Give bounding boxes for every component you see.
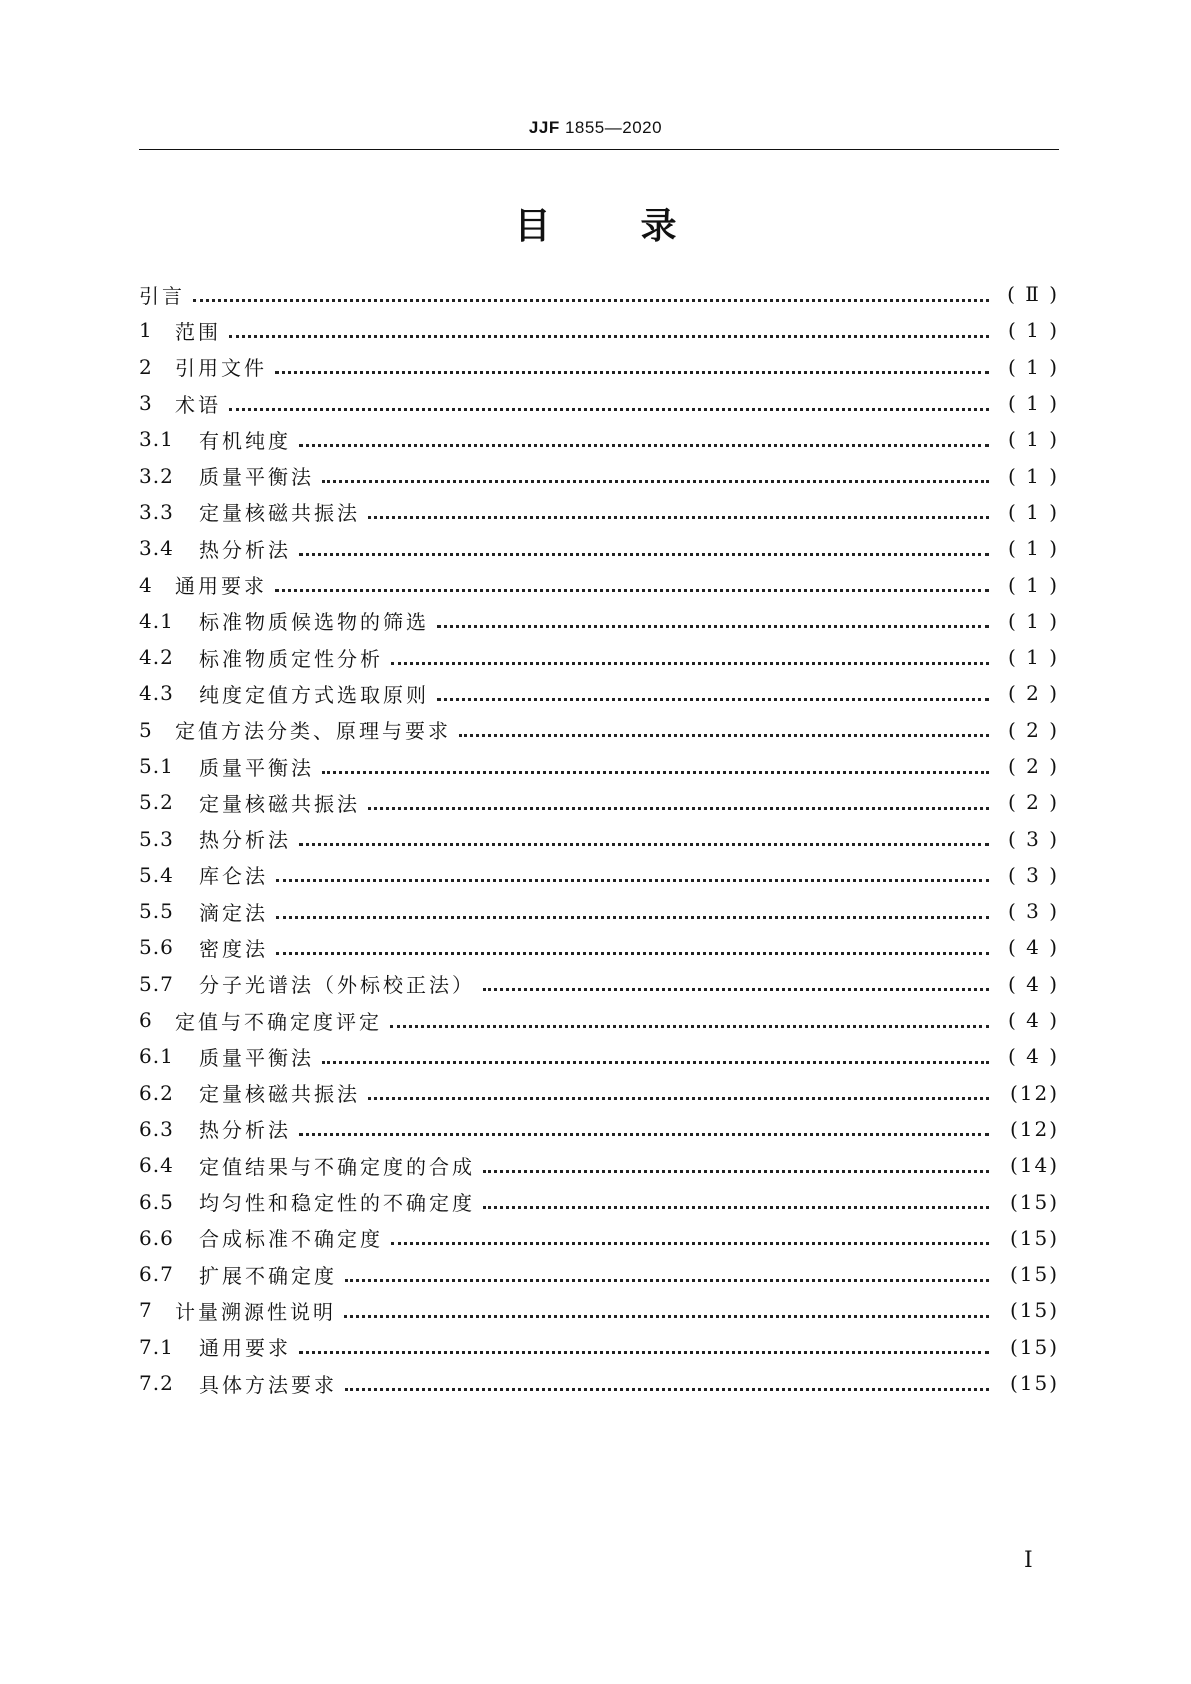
toc-entry-label: 分子光谱法（外标校正法） [199, 973, 475, 998]
toc-entry-number: 2 [139, 354, 153, 379]
toc-entry[interactable] [139, 421, 1059, 457]
toc-leader-dots [193, 279, 989, 302]
toc-entry[interactable] [139, 820, 1059, 856]
toc-entry[interactable] [139, 1183, 1059, 1219]
toc-entry[interactable] [139, 276, 1059, 312]
toc-leader-dots [229, 388, 989, 411]
toc-entry[interactable] [139, 1329, 1059, 1365]
running-header [0, 118, 1191, 138]
toc-entry-number: 3.3 [139, 499, 174, 524]
toc-leader-dots [344, 1295, 989, 1318]
toc-entry-label: 通用要求 [199, 1336, 291, 1361]
toc-entry-label: 具体方法要求 [199, 1372, 337, 1397]
toc-entry-number: 5 [139, 717, 153, 742]
toc-entry-label: 库仑法 [199, 864, 268, 889]
toc-leader-dots [391, 1222, 989, 1245]
toc-entry-number: 3.4 [139, 536, 174, 561]
toc-entry-label: 纯度定值方式选取原则 [199, 682, 429, 707]
toc-entry-page: ( 2 ) [1007, 790, 1059, 815]
toc-entry[interactable] [139, 530, 1059, 566]
toc-entry-page: (12) [1009, 1116, 1059, 1141]
toc-entry[interactable] [139, 457, 1059, 493]
toc-entry-number: 1 [139, 318, 153, 343]
toc-entry-label: 引言 [139, 283, 185, 308]
toc-entry-page: ( 4 ) [1007, 1008, 1059, 1033]
toc-entry-number: 4.1 [139, 608, 174, 633]
toc-entry-label: 标准物质候选物的筛选 [199, 610, 429, 635]
toc-entry[interactable] [139, 1002, 1059, 1038]
toc-entry-label: 定值结果与不确定度的合成 [199, 1154, 475, 1179]
toc-entry-page: ( 2 ) [1007, 754, 1059, 778]
toc-leader-dots [345, 1368, 989, 1391]
toc-entry-label: 定量核磁共振法 [199, 1082, 360, 1107]
table-of-contents [139, 276, 1059, 1401]
toc-entry-page: (15) [1009, 1225, 1059, 1250]
toc-entry-page: ( 3 ) [1007, 899, 1059, 924]
toc-entry-label: 密度法 [199, 936, 268, 961]
toc-leader-dots [483, 968, 989, 991]
toc-entry-label: 定量核磁共振法 [199, 501, 360, 526]
toc-entry-label: 定量核磁共振法 [199, 791, 360, 816]
toc-entry[interactable] [139, 494, 1059, 530]
toc-entry-page: ( 3 ) [1007, 826, 1059, 851]
page-title [0, 198, 1191, 249]
toc-entry[interactable] [139, 603, 1059, 639]
toc-entry-number: 5.6 [139, 935, 174, 960]
toc-entry-page: ( 1 ) [1007, 572, 1059, 597]
toc-entry[interactable] [139, 1147, 1059, 1183]
toc-entry-number: 6.1 [139, 1044, 174, 1069]
toc-entry-page: (15) [1009, 1371, 1059, 1396]
toc-leader-dots [322, 1041, 989, 1064]
toc-entry-label: 滴定法 [199, 900, 268, 925]
toc-entry-label: 质量平衡法 [199, 1045, 314, 1070]
toc-entry[interactable] [139, 1292, 1059, 1328]
toc-entry-page: (15) [1009, 1334, 1059, 1359]
toc-entry-number: 3 [139, 391, 153, 416]
toc-leader-dots [345, 1259, 989, 1282]
title-char-2: 录 [640, 206, 677, 247]
toc-entry-label: 质量平衡法 [199, 465, 314, 490]
title-char-1: 目 [514, 206, 551, 247]
toc-entry-number: 3.1 [139, 427, 174, 452]
toc-entry[interactable] [139, 566, 1059, 602]
toc-entry-number: 5.2 [139, 790, 174, 815]
header-number: 1855—2020 [564, 118, 663, 137]
toc-entry-number: 5.3 [139, 826, 174, 851]
page-folio: I [1024, 1548, 1033, 1573]
toc-leader-dots [368, 496, 989, 519]
toc-leader-dots [299, 1331, 989, 1354]
toc-entry[interactable] [139, 712, 1059, 748]
toc-leader-dots [229, 315, 989, 338]
toc-leader-dots [276, 859, 989, 882]
toc-entry-page: (14) [1009, 1153, 1059, 1178]
toc-entry[interactable] [139, 1111, 1059, 1147]
toc-entry-number: 5.5 [139, 899, 174, 924]
toc-entry-label: 扩展不确定度 [199, 1263, 337, 1288]
toc-entry-label: 合成标准不确定度 [199, 1227, 383, 1252]
toc-entry-page: ( 1 ) [1007, 354, 1059, 379]
toc-entry-page: ( Ⅱ ) [1007, 282, 1059, 307]
toc-entry-number: 6.5 [139, 1189, 174, 1214]
toc-entry-page: (15) [1009, 1189, 1059, 1214]
toc-entry-number: 6.7 [139, 1262, 174, 1287]
toc-entry[interactable] [139, 349, 1059, 385]
toc-entry-number: 5.7 [139, 971, 174, 996]
toc-leader-dots [368, 787, 989, 810]
toc-leader-dots [299, 823, 989, 846]
toc-leader-dots [437, 605, 989, 628]
toc-entry-page: ( 1 ) [1007, 318, 1059, 343]
toc-entry-page: ( 1 ) [1007, 499, 1059, 524]
toc-entry-number: 7 [139, 1298, 153, 1323]
toc-leader-dots [483, 1186, 989, 1209]
toc-entry-page: (12) [1009, 1080, 1059, 1105]
toc-leader-dots [276, 932, 989, 955]
toc-entry-label: 热分析法 [199, 1118, 291, 1143]
toc-entry-number: 4 [139, 572, 153, 597]
toc-entry-page: ( 4 ) [1007, 1044, 1059, 1069]
toc-entry-label: 热分析法 [199, 537, 291, 562]
toc-leader-dots [299, 533, 989, 556]
toc-entry-label: 术语 [175, 392, 221, 417]
toc-entry-number: 5.1 [139, 754, 174, 778]
toc-entry[interactable] [139, 385, 1059, 421]
toc-entry[interactable] [139, 1038, 1059, 1074]
toc-entry-number: 7.1 [139, 1334, 174, 1359]
toc-entry-label: 范围 [175, 319, 221, 344]
toc-leader-dots [390, 1005, 989, 1028]
toc-entry-number: 6.6 [139, 1225, 174, 1250]
toc-entry[interactable] [139, 966, 1059, 1002]
toc-entry-label: 有机纯度 [199, 428, 291, 453]
toc-entry[interactable] [139, 675, 1059, 711]
toc-entry[interactable] [139, 748, 1059, 784]
toc-leader-dots [391, 642, 989, 665]
toc-leader-dots [437, 678, 989, 701]
toc-leader-dots [275, 351, 989, 374]
toc-leader-dots [299, 1113, 989, 1136]
toc-leader-dots [322, 751, 989, 774]
toc-entry-number: 4.2 [139, 645, 174, 670]
toc-leader-dots [483, 1150, 989, 1173]
toc-entry-label: 定值与不确定度评定 [175, 1009, 382, 1034]
toc-entry[interactable] [139, 312, 1059, 348]
toc-entry-label: 质量平衡法 [199, 755, 314, 780]
toc-leader-dots [459, 714, 989, 737]
toc-entry-page: (15) [1009, 1262, 1059, 1287]
toc-leader-dots [276, 896, 989, 919]
toc-entry[interactable] [139, 857, 1059, 893]
toc-entry-label: 计量溯源性说明 [175, 1299, 336, 1324]
toc-entry-page: ( 4 ) [1007, 971, 1059, 996]
toc-leader-dots [275, 569, 989, 592]
toc-leader-dots [368, 1077, 989, 1100]
header-code: JJF [528, 118, 560, 137]
toc-entry[interactable] [139, 639, 1059, 675]
toc-entry-page: (15) [1009, 1298, 1059, 1323]
toc-entry-number: 6.4 [139, 1153, 174, 1178]
toc-entry[interactable] [139, 893, 1059, 929]
toc-entry[interactable] [139, 1256, 1059, 1292]
toc-entry-label: 定值方法分类、原理与要求 [175, 719, 451, 744]
toc-entry[interactable] [139, 1075, 1059, 1111]
toc-entry-page: ( 1 ) [1007, 391, 1059, 416]
toc-entry-label: 引用文件 [175, 356, 267, 381]
toc-entry-number: 4.3 [139, 681, 174, 706]
toc-entry[interactable] [139, 784, 1059, 820]
toc-entry-page: ( 4 ) [1007, 935, 1059, 960]
toc-entry-label: 均匀性和稳定性的不确定度 [199, 1191, 475, 1216]
toc-entry-number: 6.3 [139, 1116, 174, 1141]
toc-entry-number: 6 [139, 1008, 153, 1033]
toc-entry-page: ( 2 ) [1007, 717, 1059, 742]
toc-entry-page: ( 3 ) [1007, 862, 1059, 887]
toc-entry[interactable] [139, 1365, 1059, 1401]
toc-entry[interactable] [139, 929, 1059, 965]
toc-entry-number: 6.2 [139, 1080, 174, 1105]
toc-entry-page: ( 1 ) [1007, 536, 1059, 561]
toc-entry-number: 5.4 [139, 862, 174, 887]
toc-entry-number: 3.2 [139, 463, 174, 488]
toc-entry-label: 热分析法 [199, 828, 291, 853]
toc-entry-page: ( 1 ) [1007, 608, 1059, 633]
toc-entry-page: ( 1 ) [1007, 427, 1059, 452]
toc-entry-page: ( 2 ) [1007, 681, 1059, 706]
toc-leader-dots [322, 460, 989, 483]
toc-entry-page: ( 1 ) [1007, 645, 1059, 670]
toc-entry-number: 7.2 [139, 1371, 174, 1396]
toc-entry-page: ( 1 ) [1007, 463, 1059, 488]
toc-entry-label: 通用要求 [175, 574, 267, 599]
toc-entry[interactable] [139, 1220, 1059, 1256]
toc-entry-label: 标准物质定性分析 [199, 646, 383, 671]
header-rule [139, 149, 1059, 150]
toc-leader-dots [299, 424, 989, 447]
